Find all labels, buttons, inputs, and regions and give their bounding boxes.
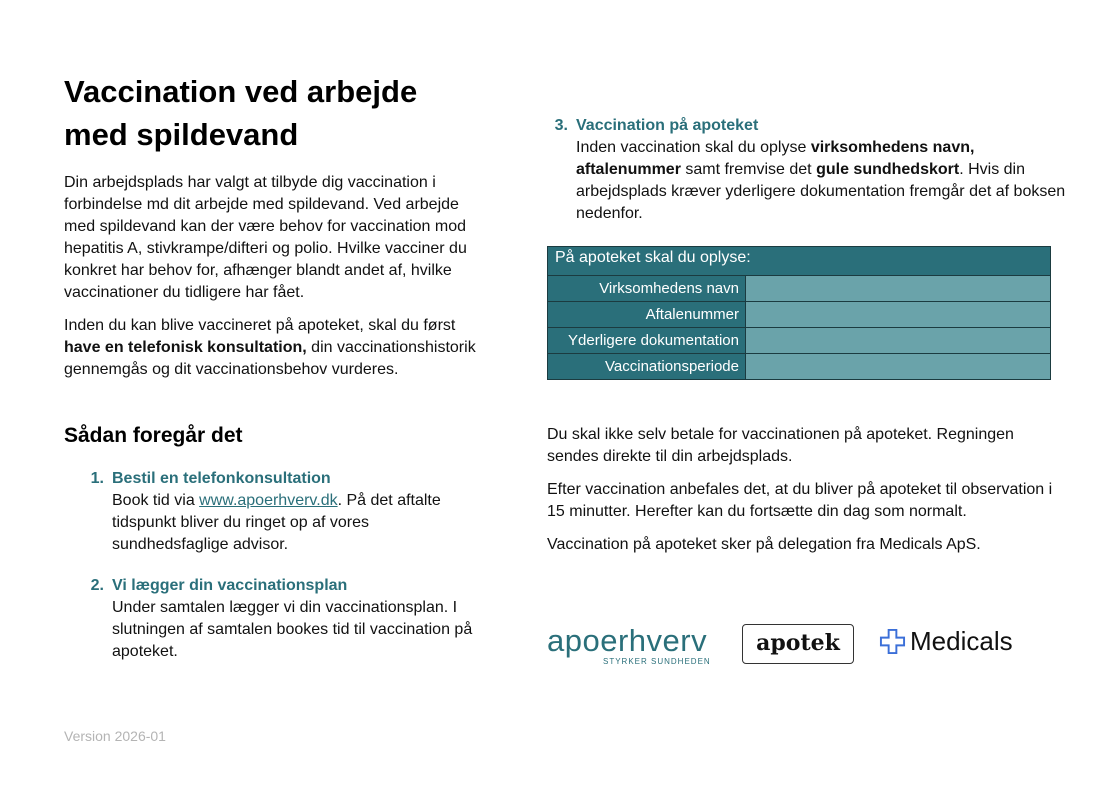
table-row [548, 327, 1050, 353]
apotek-logo: apotek [742, 624, 854, 664]
step-3 [547, 115, 1067, 225]
observation-paragraph: Efter vaccination anbefales det, at du bliver på apoteket til observation i 15 minutter. Herefter kan du fortsætte din dag som normalt. [547, 481, 1053, 520]
table-row [548, 353, 1050, 379]
page-title: Vaccination ved arbejde med spildevand [64, 74, 418, 152]
right-column [547, 115, 1067, 567]
step-text-bold: gule sundhedskort [816, 161, 960, 178]
step-number: 1. [90, 470, 104, 487]
step-number: 3. [554, 117, 568, 134]
step-title: Bestil en telefonkonsultation [112, 470, 331, 487]
step-text-part: Inden vaccination skal du oplyse [576, 139, 811, 156]
row-label: Yderligere dokumentation [548, 328, 746, 353]
step-text [576, 137, 1067, 225]
consultation-text-after: din vaccinationshistorik gennemgås og dit vaccinationsbehov vurderes. [64, 339, 476, 378]
medical-cross-icon [879, 628, 906, 655]
table-row [548, 301, 1050, 327]
step-title: Vi lægger din vaccinationsplan [112, 577, 348, 594]
step-title: Vaccination på apoteket [576, 117, 759, 134]
step-text-part: . Hvis din arbejdsplads kræver yderligere dokumentation fremgår det af boksen nedenfor. [576, 161, 1066, 222]
row-value [746, 328, 1050, 353]
intro-paragraph: Din arbejdsplads har valgt at tilbyde dig vaccination i forbindelse md dit arbejde med spildevand. Ved arbejde med spildevand kan der være behov for vaccination mod hepatitis A, stivkrampe/difteri og polio. Hvilke vacciner du konkret har behov for, afhænger blandt andet af, hvilke vaccinationer du tidligere har fået. [64, 174, 467, 301]
consultation-text-before: Inden du kan blive vaccineret på apoteket, skal du først [64, 317, 456, 334]
step-2 [64, 575, 489, 663]
row-value [746, 302, 1050, 327]
apoerhverv-logo-word: apoerhverv [547, 623, 708, 658]
how-heading: Sådan foregår det [64, 424, 243, 447]
apoerhverv-logo [547, 623, 711, 666]
apoerhverv-logo-tagline: STYRKER SUNDHEDEN [603, 657, 711, 666]
medicals-logo [879, 626, 1013, 656]
step-text-before: Book tid via [112, 492, 200, 509]
consultation-bold: have en telefonisk konsultation, [64, 339, 307, 356]
row-value [746, 276, 1050, 301]
step-text-part: samt fremvise det [680, 161, 817, 178]
row-label: Vaccinationsperiode [548, 354, 746, 379]
table-row [548, 275, 1050, 301]
apoerhverv-link[interactable]: www.apoerhverv.dk [199, 492, 338, 509]
after-info [547, 424, 1067, 556]
version-label: Version 2026-01 [64, 728, 166, 744]
step-text-after: . På det aftalte tidspunkt bliver du ringet op af vores sundhedsfaglige advisor. [112, 492, 441, 553]
pharmacy-info-table [547, 246, 1051, 380]
consultation-paragraph [64, 315, 489, 381]
row-label: Virksomhedens navn [548, 276, 746, 301]
payment-paragraph: Du skal ikke selv betale for vaccinationen på apoteket. Regningen sendes direkte til din arbejdsplads. [547, 426, 1014, 465]
left-column [64, 70, 489, 682]
step-text [112, 490, 489, 556]
step-text: Under samtalen lægger vi din vaccinationsplan. I slutningen af samtalen bookes tid til vaccination på apoteket. [112, 599, 473, 660]
row-value [746, 354, 1050, 379]
logo-bar [547, 622, 1027, 670]
delegation-paragraph: Vaccination på apoteket sker på delegation fra Medicals ApS. [547, 536, 981, 553]
step-text-bold: virksomhedens navn, aftalenummer [576, 139, 975, 178]
step-number: 2. [90, 577, 104, 594]
row-label: Aftalenummer [548, 302, 746, 327]
table-header: På apoteket skal du oplyse: [548, 247, 1050, 275]
medicals-logo-text: Medicals [910, 626, 1013, 656]
step-1 [64, 468, 489, 556]
